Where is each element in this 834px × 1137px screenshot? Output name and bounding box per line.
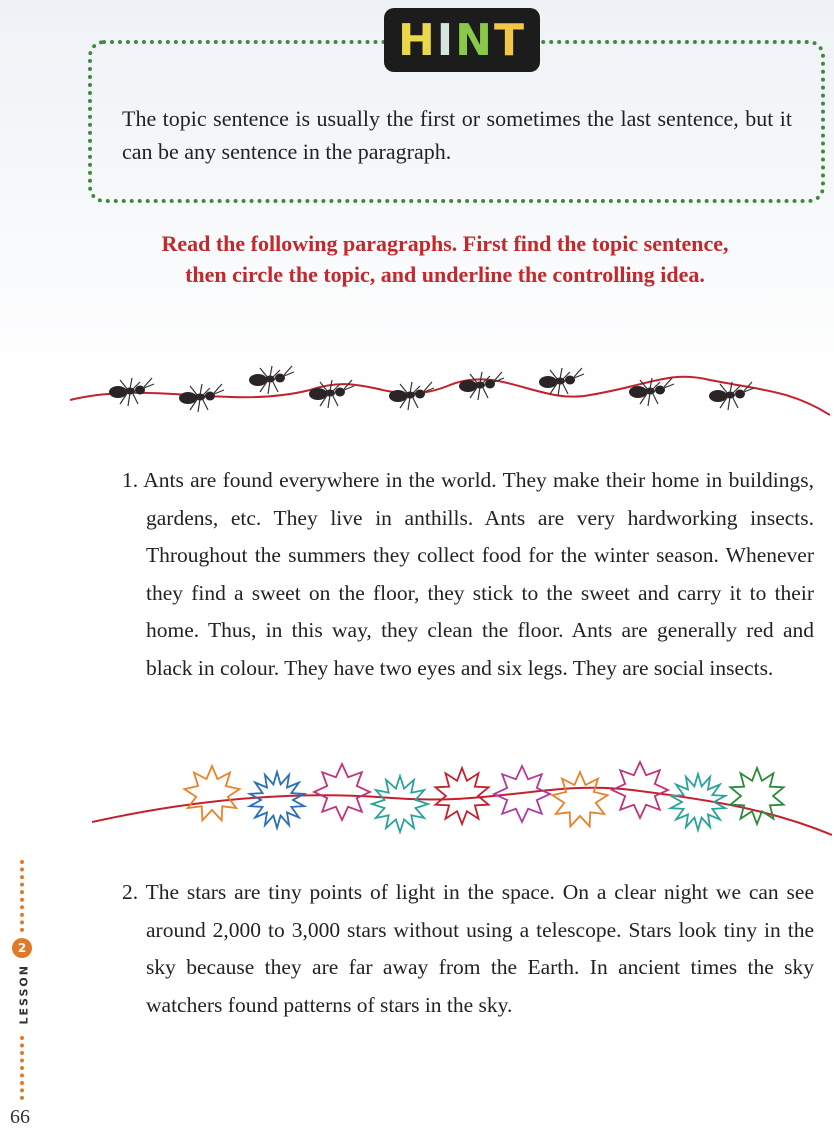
ant-icon — [179, 384, 224, 412]
lesson-label: LESSON — [17, 964, 31, 1025]
ant-icon — [249, 366, 294, 394]
hint-letter: H — [397, 14, 437, 66]
star-outline-icon — [314, 764, 370, 820]
ant-icon — [389, 382, 434, 410]
ant-icon — [539, 368, 584, 396]
instruction-line-1: Read the following paragraphs. First find the topic sentence, — [161, 231, 729, 256]
star-outline-icon — [612, 762, 668, 818]
hint-letter: T — [494, 14, 527, 66]
hint-letter: N — [455, 14, 494, 66]
hint-badge — [384, 8, 540, 72]
page-number: 66 — [10, 1106, 30, 1128]
paragraph-2: 2. The stars are tiny points of light in the space. On a clear night we can see around 2,000 to 3,000 stars without using a telescope. Stars look tiny in the sky because they are far away from the Earth. In ancient times the sky watchers found patterns of stars in the sky. — [122, 880, 814, 1017]
instruction-line-2: then circle the topic, and underline the controlling idea. — [185, 262, 705, 287]
rail-dots-top — [20, 860, 28, 932]
ant-icon — [629, 378, 674, 406]
paragraph-1: 1. Ants are found everywhere in the world. They make their home in buildings, gardens, etc. They live in anthills. Ants are very hardworking insects. Throughout the summers they collect food for the winter season. Whenever they find a sweet on the floor, they stick to the sweet and carry it to their home. Thus, in this way, they clean the floor. Ants are generally red and black in colour. They have two eyes and six legs. They are social insects. — [122, 468, 814, 680]
star-outline-icon — [372, 776, 428, 832]
ants-group — [109, 366, 754, 412]
star-outline-icon — [552, 772, 607, 826]
star-outline-icon — [184, 766, 239, 820]
star-outline-icon — [250, 772, 305, 828]
hint-letter: I — [436, 14, 456, 66]
stars-band-icon — [92, 760, 832, 840]
star-outline-icon — [494, 766, 550, 822]
ant-icon — [459, 372, 504, 400]
star-outline-icon — [435, 768, 488, 824]
hint-text: The topic sentence is usually the first or sometimes the last sentence, but it can be any sentence in the paragraph. — [122, 106, 792, 164]
instruction — [100, 228, 790, 290]
lesson-rail — [10, 860, 34, 1100]
ants-band-icon — [70, 350, 830, 440]
lesson-number-badge: 2 — [12, 938, 32, 958]
rail-dots-bottom — [20, 1036, 28, 1100]
